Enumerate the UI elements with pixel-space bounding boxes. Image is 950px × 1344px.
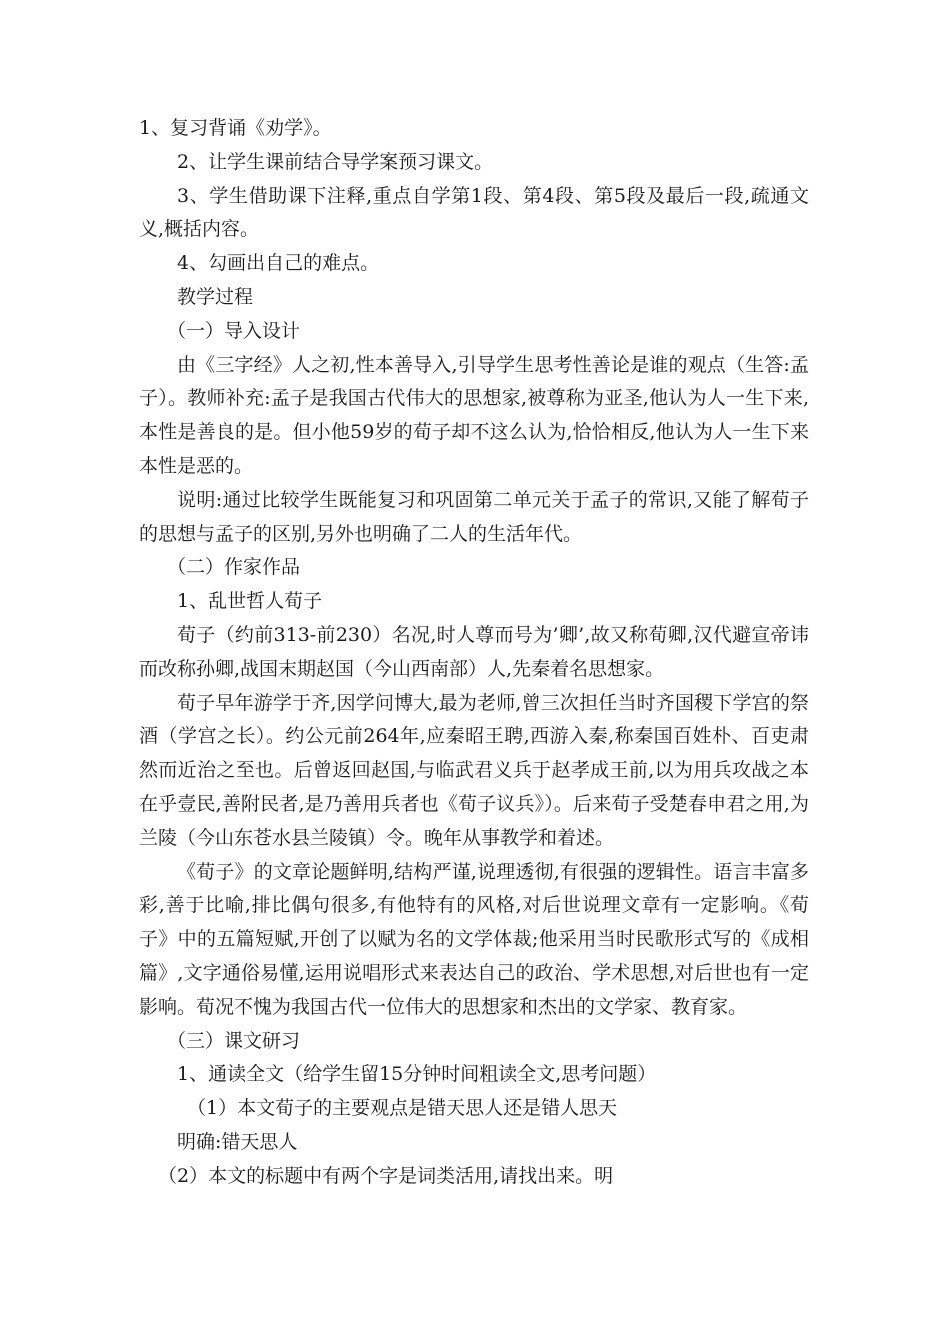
paragraph: （2）本文的标题中有两个字是词类活用,请找出来。明 xyxy=(158,1164,614,1187)
paragraph: 荀子（约前313-前230）名况,时人尊而号为’卿’,故又称荀卿,汉代避宣帝讳而改称孙卿,战国末期赵国（今山西南部）人,先秦着名思想家。 xyxy=(139,623,809,680)
paragraph: （1）本文荀子的主要观点是错天思人还是错人思天 xyxy=(187,1097,618,1120)
paragraph: 说明:通过比较学生既能复习和巩固第二单元关于孟子的常识,又能了解荀子的思想与孟子的区别,另外也明确了二人的生活年代。 xyxy=(139,488,809,545)
paragraph: 1、通读全文（给学生留15分钟时间粗读全文,思考问题） xyxy=(177,1063,657,1086)
paragraph: 明确:错天思人 xyxy=(177,1130,298,1153)
paragraph: 1、乱世哲人荀子 xyxy=(177,590,323,613)
paragraph: 荀子早年游学于齐,因学问博大,最为老师,曾三次担任当时齐国稷下学宫的祭酒（学宫之长）。约公元前264年,应秦昭王聘,西游入秦,称秦国百姓朴、百吏肃然而近治之至也。后曾返回赵国,与临武君义兵于赵孝成王前,以为用兵攻战之本在乎壹民,善附民者,是乃善用兵者也《荀子议兵》）。后来荀子受楚春申君之用,为兰陵（今山东苍水县兰陵镇）令。晚年从事教学和着述。 xyxy=(139,691,809,849)
document-body xyxy=(139,112,809,1194)
section-heading: 教学过程 xyxy=(177,285,254,308)
subsection-heading: （三）课文研习 xyxy=(167,1029,301,1052)
paragraph: 由《三字经》人之初,性本善导入,引导学生思考性善论是谁的观点（生答:孟子）。教师补充:孟子是我国古代伟大的思想家,被尊称为亚圣,他认为人一生下来,本性是善良的是。但小他59岁的荀子却不这么认为,恰恰相反,他认为人一生下来本性是恶的。 xyxy=(139,353,809,477)
paragraph: 3、学生借助课下注释,重点自学第1段、第4段、第5段及最后一段,疏通文义,概括内容。 xyxy=(139,184,809,241)
paragraph: 1、复习背诵《劝学》。 xyxy=(139,117,332,139)
paragraph: 《荀子》的文章论题鲜明,结构严谨,说理透彻,有很强的逻辑性。语言丰富多彩,善于比喻,排比偶句很多,有他特有的风格,对后世说理文章有一定影响。《荀子》中的五篇短赋,开创了以赋为名的文学体裁;他采用当时民歌形式写的《成相篇》,文字通俗易懂,运用说唱形式来表达自己的政治、学术思想,对后世也有一定影响。荀况不愧为我国古代一位伟大的思想家和杰出的文学家、教育家。 xyxy=(139,860,809,1018)
subsection-heading: （一）导入设计 xyxy=(167,319,301,342)
subsection-heading: （二）作家作品 xyxy=(167,556,301,579)
paragraph: 4、勾画出自己的难点。 xyxy=(177,252,380,275)
paragraph: 2、让学生课前结合导学案预习课文。 xyxy=(177,150,494,173)
